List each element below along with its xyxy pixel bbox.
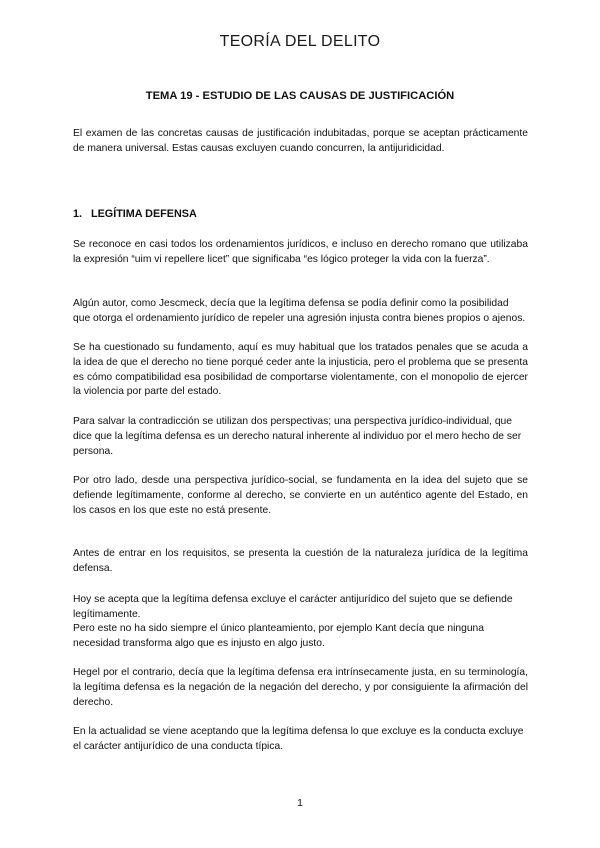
paragraph: Por otro lado, desde una perspectiva jurídico-social, se fundamenta en la idea del sujeto que se defiende legítimamente, conforme al derecho, se convierte en un auténtico agente del Estado, en los casos en los que este no está presente. (73, 475, 528, 516)
paragraph: Pero este no ha sido siempre el único planteamiento, por ejemplo Kant decía que ninguna necesidad transforma algo que es injusto en algo justo. (73, 623, 485, 649)
paragraph: Se reconoce en casi todos los ordenamientos jurídicos, e incluso en derecho romano que utilizaba la expresión “uim vi repellere licet” que significaba “es lógico proteger la vida con la fuerza”. (73, 239, 528, 265)
paragraph: Hegel por el contrario, decía que la legítima defensa era intrínsecamente justa, en su terminología, la legítima defensa es la negación de la negación del derecho, y por consiguiente la afirmación del derecho. (73, 667, 528, 708)
paragraph: Algún autor, como Jescmeck, decía que la legítima defensa se podía definir como la posibilidad que otorga el ordenamiento jurídico de repeler una agresión injusta contra bienes propios o ajenos. (73, 298, 526, 324)
section-title: LEGÍTIMA DEFENSA (91, 208, 197, 220)
page-number: 1 (297, 797, 303, 809)
paragraph: Se ha cuestionado su fundamento, aquí es muy habitual que los tratados penales que se acuda a la idea de que el derecho no tiene porqué ceder ante la injusticia, pero el problema que se presenta es cómo compatibilidad esa posibilidad de comportarse violentamente, con el monopolio de ejercer la violencia por parte del estado. (73, 342, 528, 398)
intro-paragraph: El examen de las concretas causas de justificación indubitadas, porque se aceptan prácticamente de manera universal. Estas causas excluyen cuando concurren, la antijuridicidad. (73, 128, 528, 154)
section-number: 1. (73, 208, 83, 220)
section-heading (73, 208, 197, 220)
page-title: TEMA 19 - ESTUDIO DE LAS CAUSAS DE JUSTIFICACIÓN (145, 90, 455, 102)
document-header: TEORÍA DEL DELITO (219, 33, 381, 50)
paragraph: Antes de entrar en los requisitos, se presenta la cuestión de la naturaleza jurídica de la legítima defensa. (73, 548, 528, 574)
paragraph: Hoy se acepta que la legítima defensa excluye el carácter antijurídico del sujeto que se defiende legítimamente. (73, 594, 513, 620)
paragraph: Para salvar la contradicción se utilizan dos perspectivas; una perspectiva jurídico-individual, que dice que la legítima defensa es un derecho natural inherente al individuo por el mero hecho de ser persona. (73, 416, 522, 457)
paragraph: En la actualidad se viene aceptando que la legítima defensa lo que excluye es la conducta excluye el carácter antijurídico de una conducta típica. (73, 726, 524, 752)
